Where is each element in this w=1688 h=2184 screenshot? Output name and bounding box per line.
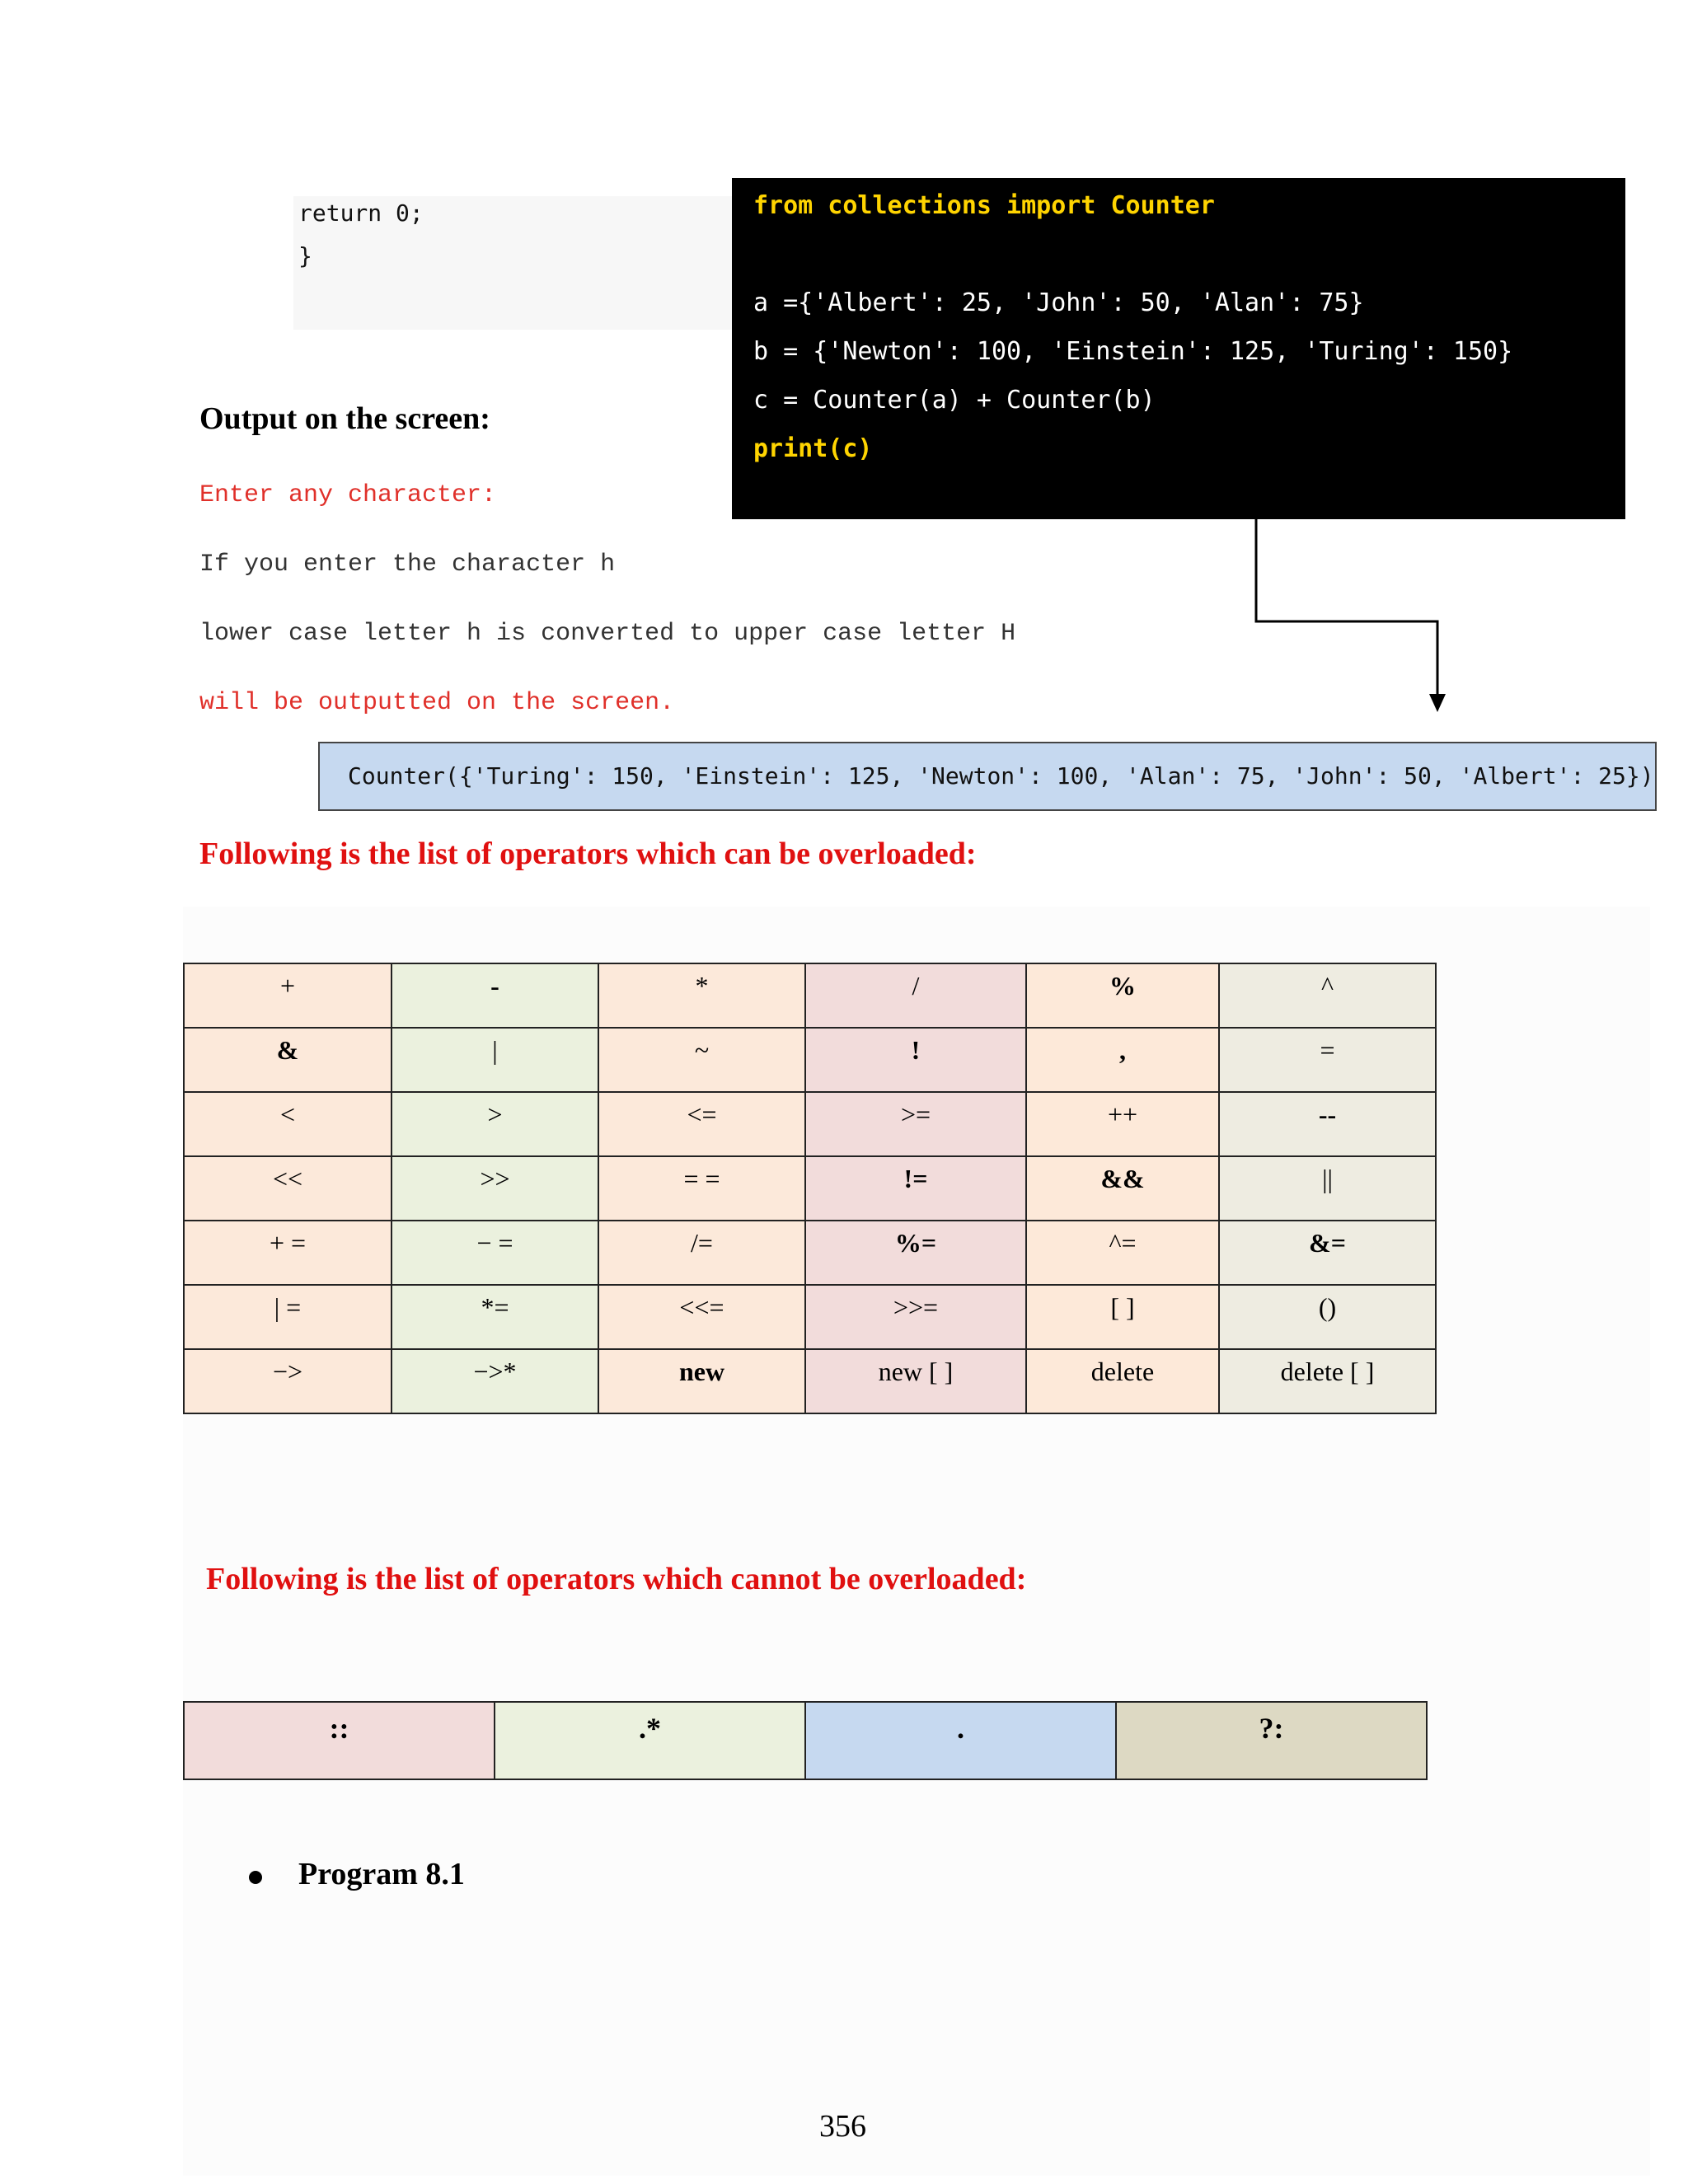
output-heading: Output on the screen: (199, 401, 490, 436)
output-line: Enter any character: (199, 481, 497, 509)
operator-cell: & (184, 1028, 392, 1092)
operator-cell: &= (1219, 1221, 1436, 1285)
table-row (184, 1221, 1436, 1285)
operator-cell: . (805, 1702, 1116, 1779)
operator-cell: || (1219, 1156, 1436, 1221)
code-snippet (293, 196, 734, 330)
operator-cell: %= (805, 1221, 1026, 1285)
operator-cell: + = (184, 1221, 392, 1285)
table-row (184, 1092, 1436, 1156)
operator-cell: − = (392, 1221, 598, 1285)
operator-cell: , (1026, 1028, 1219, 1092)
table-row (184, 1285, 1436, 1349)
table-row (184, 1028, 1436, 1092)
operator-cell: * (598, 963, 805, 1028)
overloadable-operators-table (183, 963, 1437, 1414)
output-line: will be outputted on the screen. (199, 689, 675, 717)
code-line: } (298, 242, 312, 269)
operator-cell: ?: (1116, 1702, 1427, 1779)
operator-cell: ^= (1026, 1221, 1219, 1285)
operator-cell: | = (184, 1285, 392, 1349)
operator-cell: :: (184, 1702, 495, 1779)
operator-cell: <<= (598, 1285, 805, 1349)
page-number: 356 (819, 2109, 866, 2144)
operator-cell: delete (1026, 1349, 1219, 1413)
overloadable-heading: Following is the list of operators which can be overloaded: (199, 837, 977, 871)
operator-cell: / (805, 963, 1026, 1028)
operator-cell: >= (805, 1092, 1026, 1156)
code-line-a: a ={'Albert': 25, 'John': 50, 'Alan': 75} (753, 288, 1364, 317)
operator-cell: < (184, 1092, 392, 1156)
operator-cell: *= (392, 1285, 598, 1349)
connector-arrow (1236, 518, 1451, 715)
table-row (184, 1702, 1427, 1779)
operator-cell: ++ (1026, 1092, 1219, 1156)
operator-cell: -- (1219, 1092, 1436, 1156)
operator-cell: = (1219, 1028, 1436, 1092)
operator-cell: new [ ] (805, 1349, 1026, 1413)
operator-cell: −> (184, 1349, 392, 1413)
table-row (184, 1349, 1436, 1413)
output-line: If you enter the character h (199, 551, 616, 579)
code-line-b: b = {'Newton': 100, 'Einstein': 125, 'Turing': 150} (753, 337, 1513, 366)
operator-cell: delete [ ] (1219, 1349, 1436, 1413)
operator-cell: + (184, 963, 392, 1028)
operator-cell: () (1219, 1285, 1436, 1349)
operator-cell: ! (805, 1028, 1026, 1092)
code-line-c: c = Counter(a) + Counter(b) (753, 386, 1156, 415)
operator-cell: > (392, 1092, 598, 1156)
operator-cell: ~ (598, 1028, 805, 1092)
operator-cell: | (392, 1028, 598, 1092)
operator-cell: ^ (1219, 963, 1436, 1028)
code-line: return 0; (298, 199, 424, 227)
code-print-line: print(c) (753, 434, 873, 463)
operator-cell: new (598, 1349, 805, 1413)
output-line: lower case letter h is converted to upper case letter H (199, 620, 1016, 648)
operator-cell: - (392, 963, 598, 1028)
bullet-icon (249, 1871, 262, 1884)
operator-cell: .* (495, 1702, 805, 1779)
operator-cell: && (1026, 1156, 1219, 1221)
operator-cell: != (805, 1156, 1026, 1221)
operator-cell: % (1026, 963, 1219, 1028)
operator-cell: >> (392, 1156, 598, 1221)
code-import-line: from collections import Counter (753, 191, 1215, 220)
operator-cell: −>* (392, 1349, 598, 1413)
program-label: Program 8.1 (298, 1857, 465, 1891)
table-row (184, 963, 1436, 1028)
operator-cell: <= (598, 1092, 805, 1156)
operator-cell: [ ] (1026, 1285, 1219, 1349)
non-overloadable-heading: Following is the list of operators which cannot be overloaded: (206, 1562, 1027, 1596)
table-row (184, 1156, 1436, 1221)
operator-cell: >>= (805, 1285, 1026, 1349)
python-code-block (732, 178, 1625, 519)
operator-cell: = = (598, 1156, 805, 1221)
counter-result-box: Counter({'Turing': 150, 'Einstein': 125, 'Newton': 100, 'Alan': 75, 'John': 50, 'Albert': 25}) (318, 742, 1657, 811)
operator-cell: /= (598, 1221, 805, 1285)
operator-cell: << (184, 1156, 392, 1221)
non-overloadable-operators-table (183, 1701, 1428, 1780)
